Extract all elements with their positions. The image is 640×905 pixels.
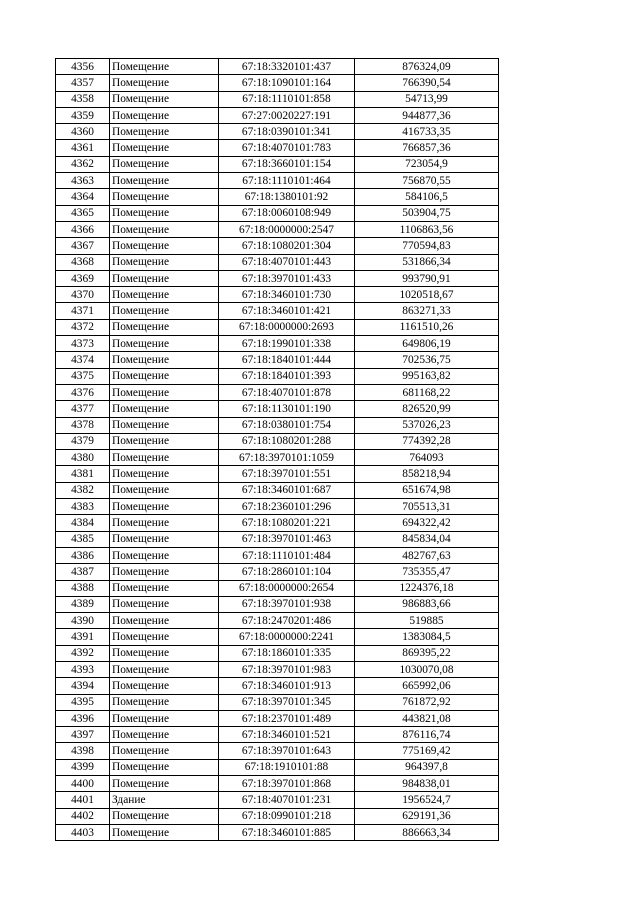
table-row xyxy=(56,759,499,775)
cadastral-number-cell: 67:18:4070101:443 xyxy=(219,254,355,270)
table-row xyxy=(56,482,499,498)
cadastral-number-cell: 67:18:3320101:437 xyxy=(219,59,355,75)
object-type-cell: Помещение xyxy=(110,547,219,563)
row-number-cell: 4370 xyxy=(56,287,110,303)
table-row xyxy=(56,466,499,482)
cadastral-value-cell: 503904,75 xyxy=(355,205,499,221)
cadastral-number-cell: 67:18:3460101:421 xyxy=(219,303,355,319)
cadastral-number-cell: 67:18:3660101:154 xyxy=(219,156,355,172)
row-number-cell: 4384 xyxy=(56,515,110,531)
object-type-cell: Помещение xyxy=(110,450,219,466)
table-row xyxy=(56,547,499,563)
object-type-cell: Помещение xyxy=(110,238,219,254)
row-number-cell: 4378 xyxy=(56,417,110,433)
table-row xyxy=(56,564,499,580)
table-row xyxy=(56,124,499,140)
row-number-cell: 4403 xyxy=(56,824,110,840)
cadastral-value-cell: 735355,47 xyxy=(355,564,499,580)
row-number-cell: 4376 xyxy=(56,384,110,400)
cadastral-value-cell: 766390,54 xyxy=(355,75,499,91)
row-number-cell: 4377 xyxy=(56,401,110,417)
row-number-cell: 4373 xyxy=(56,336,110,352)
object-type-cell: Помещение xyxy=(110,678,219,694)
table-row xyxy=(56,336,499,352)
object-type-cell: Помещение xyxy=(110,270,219,286)
row-number-cell: 4364 xyxy=(56,189,110,205)
object-type-cell: Помещение xyxy=(110,515,219,531)
object-type-cell: Помещение xyxy=(110,303,219,319)
row-number-cell: 4387 xyxy=(56,564,110,580)
cadastral-number-cell: 67:18:3970101:433 xyxy=(219,270,355,286)
cadastral-number-cell: 67:18:1090101:164 xyxy=(219,75,355,91)
cadastral-value-cell: 764093 xyxy=(355,450,499,466)
object-type-cell: Помещение xyxy=(110,107,219,123)
table-row xyxy=(56,710,499,726)
object-type-cell: Помещение xyxy=(110,352,219,368)
row-number-cell: 4383 xyxy=(56,499,110,515)
cadastral-number-cell: 67:18:4070101:878 xyxy=(219,384,355,400)
row-number-cell: 4382 xyxy=(56,482,110,498)
cadastral-number-cell: 67:18:3970101:643 xyxy=(219,743,355,759)
cadastral-value-cell: 761872,92 xyxy=(355,694,499,710)
cadastral-value-cell: 665992,06 xyxy=(355,678,499,694)
table-row xyxy=(56,270,499,286)
cadastral-value-cell: 705513,31 xyxy=(355,499,499,515)
row-number-cell: 4388 xyxy=(56,580,110,596)
cadastral-number-cell: 67:18:3460101:521 xyxy=(219,727,355,743)
cadastral-value-cell: 876116,74 xyxy=(355,727,499,743)
table-row xyxy=(56,792,499,808)
cadastral-value-cell: 482767,63 xyxy=(355,547,499,563)
cadastral-number-cell: 67:18:1380101:92 xyxy=(219,189,355,205)
object-type-cell: Помещение xyxy=(110,287,219,303)
object-type-cell: Помещение xyxy=(110,173,219,189)
table-row xyxy=(56,75,499,91)
object-type-cell: Помещение xyxy=(110,808,219,824)
cadastral-number-cell: 67:27:0020227:191 xyxy=(219,107,355,123)
object-type-cell: Помещение xyxy=(110,466,219,482)
cadastral-value-cell: 584106,5 xyxy=(355,189,499,205)
table-row xyxy=(56,515,499,531)
cadastral-number-cell: 67:18:3970101:463 xyxy=(219,531,355,547)
object-type-cell: Помещение xyxy=(110,727,219,743)
cadastral-number-cell: 67:18:3970101:345 xyxy=(219,694,355,710)
cadastral-value-cell: 858218,94 xyxy=(355,466,499,482)
cadastral-number-cell: 67:18:3970101:983 xyxy=(219,661,355,677)
row-number-cell: 4398 xyxy=(56,743,110,759)
row-number-cell: 4372 xyxy=(56,319,110,335)
cadastral-value-cell: 651674,98 xyxy=(355,482,499,498)
row-number-cell: 4369 xyxy=(56,270,110,286)
table-row xyxy=(56,221,499,237)
object-type-cell: Помещение xyxy=(110,124,219,140)
row-number-cell: 4400 xyxy=(56,776,110,792)
table-row xyxy=(56,303,499,319)
object-type-cell: Помещение xyxy=(110,156,219,172)
table-body xyxy=(56,59,499,841)
table-row xyxy=(56,352,499,368)
cadastral-number-cell: 67:18:3460101:913 xyxy=(219,678,355,694)
cadastral-value-table xyxy=(55,58,499,841)
row-number-cell: 4357 xyxy=(56,75,110,91)
row-number-cell: 4392 xyxy=(56,645,110,661)
cadastral-number-cell: 67:18:3970101:868 xyxy=(219,776,355,792)
cadastral-value-cell: 944877,36 xyxy=(355,107,499,123)
cadastral-value-cell: 984838,01 xyxy=(355,776,499,792)
table-row xyxy=(56,417,499,433)
object-type-cell: Помещение xyxy=(110,776,219,792)
cadastral-value-cell: 1383084,5 xyxy=(355,629,499,645)
cadastral-number-cell: 67:18:0000000:2547 xyxy=(219,221,355,237)
cadastral-number-cell: 67:18:2370101:489 xyxy=(219,710,355,726)
row-number-cell: 4394 xyxy=(56,678,110,694)
row-number-cell: 4367 xyxy=(56,238,110,254)
object-type-cell: Помещение xyxy=(110,824,219,840)
cadastral-number-cell: 67:18:1110101:484 xyxy=(219,547,355,563)
table-row xyxy=(56,776,499,792)
table-row xyxy=(56,384,499,400)
cadastral-value-cell: 1956524,7 xyxy=(355,792,499,808)
object-type-cell: Помещение xyxy=(110,401,219,417)
row-number-cell: 4399 xyxy=(56,759,110,775)
object-type-cell: Помещение xyxy=(110,91,219,107)
cadastral-number-cell: 67:18:1130101:190 xyxy=(219,401,355,417)
cadastral-number-cell: 67:18:3460101:885 xyxy=(219,824,355,840)
object-type-cell: Помещение xyxy=(110,75,219,91)
cadastral-number-cell: 67:18:2360101:296 xyxy=(219,499,355,515)
cadastral-value-cell: 766857,36 xyxy=(355,140,499,156)
cadastral-number-cell: 67:18:1860101:335 xyxy=(219,645,355,661)
table-row xyxy=(56,254,499,270)
cadastral-value-cell: 964397,8 xyxy=(355,759,499,775)
object-type-cell: Помещение xyxy=(110,482,219,498)
table-row xyxy=(56,401,499,417)
table-row xyxy=(56,661,499,677)
object-type-cell: Помещение xyxy=(110,205,219,221)
cadastral-value-cell: 723054,9 xyxy=(355,156,499,172)
object-type-cell: Помещение xyxy=(110,59,219,75)
cadastral-number-cell: 67:18:3460101:730 xyxy=(219,287,355,303)
cadastral-value-cell: 443821,08 xyxy=(355,710,499,726)
cadastral-value-cell: 416733,35 xyxy=(355,124,499,140)
row-number-cell: 4371 xyxy=(56,303,110,319)
row-number-cell: 4368 xyxy=(56,254,110,270)
object-type-cell: Помещение xyxy=(110,140,219,156)
cadastral-value-cell: 702536,75 xyxy=(355,352,499,368)
row-number-cell: 4390 xyxy=(56,613,110,629)
table-row xyxy=(56,531,499,547)
cadastral-number-cell: 67:18:3460101:687 xyxy=(219,482,355,498)
object-type-cell: Помещение xyxy=(110,710,219,726)
row-number-cell: 4386 xyxy=(56,547,110,563)
cadastral-value-cell: 1224376,18 xyxy=(355,580,499,596)
object-type-cell: Помещение xyxy=(110,759,219,775)
table-row xyxy=(56,629,499,645)
row-number-cell: 4379 xyxy=(56,433,110,449)
cadastral-value-cell: 54713,99 xyxy=(355,91,499,107)
cadastral-value-cell: 845834,04 xyxy=(355,531,499,547)
cadastral-number-cell: 67:18:1840101:444 xyxy=(219,352,355,368)
cadastral-number-cell: 67:18:4070101:231 xyxy=(219,792,355,808)
row-number-cell: 4375 xyxy=(56,368,110,384)
cadastral-number-cell: 67:18:1990101:338 xyxy=(219,336,355,352)
table-row xyxy=(56,59,499,75)
cadastral-value-cell: 531866,34 xyxy=(355,254,499,270)
table-row xyxy=(56,743,499,759)
cadastral-value-cell: 1161510,26 xyxy=(355,319,499,335)
object-type-cell: Помещение xyxy=(110,580,219,596)
object-type-cell: Помещение xyxy=(110,254,219,270)
row-number-cell: 4395 xyxy=(56,694,110,710)
cadastral-number-cell: 67:18:0000000:2241 xyxy=(219,629,355,645)
row-number-cell: 4389 xyxy=(56,596,110,612)
row-number-cell: 4391 xyxy=(56,629,110,645)
cadastral-value-cell: 775169,42 xyxy=(355,743,499,759)
object-type-cell: Помещение xyxy=(110,613,219,629)
row-number-cell: 4385 xyxy=(56,531,110,547)
row-number-cell: 4366 xyxy=(56,221,110,237)
object-type-cell: Помещение xyxy=(110,417,219,433)
cadastral-number-cell: 67:18:2860101:104 xyxy=(219,564,355,580)
cadastral-value-cell: 869395,22 xyxy=(355,645,499,661)
cadastral-value-cell: 649806,19 xyxy=(355,336,499,352)
table-row xyxy=(56,368,499,384)
cadastral-value-cell: 681168,22 xyxy=(355,384,499,400)
cadastral-value-cell: 876324,09 xyxy=(355,59,499,75)
table-row xyxy=(56,645,499,661)
table-row xyxy=(56,613,499,629)
row-number-cell: 4397 xyxy=(56,727,110,743)
row-number-cell: 4358 xyxy=(56,91,110,107)
table-row xyxy=(56,727,499,743)
table-row xyxy=(56,140,499,156)
cadastral-value-cell: 995163,82 xyxy=(355,368,499,384)
cadastral-number-cell: 67:18:0990101:218 xyxy=(219,808,355,824)
cadastral-number-cell: 67:18:1080201:288 xyxy=(219,433,355,449)
cadastral-value-cell: 1020518,67 xyxy=(355,287,499,303)
cadastral-value-cell: 774392,28 xyxy=(355,433,499,449)
cadastral-number-cell: 67:18:3970101:551 xyxy=(219,466,355,482)
table-row xyxy=(56,287,499,303)
cadastral-value-cell: 629191,36 xyxy=(355,808,499,824)
cadastral-number-cell: 67:18:1080201:221 xyxy=(219,515,355,531)
cadastral-value-cell: 1106863,56 xyxy=(355,221,499,237)
object-type-cell: Помещение xyxy=(110,564,219,580)
row-number-cell: 4401 xyxy=(56,792,110,808)
cadastral-number-cell: 67:18:0000000:2654 xyxy=(219,580,355,596)
table-row xyxy=(56,156,499,172)
object-type-cell: Помещение xyxy=(110,629,219,645)
row-number-cell: 4361 xyxy=(56,140,110,156)
table-row xyxy=(56,678,499,694)
row-number-cell: 4359 xyxy=(56,107,110,123)
table-row xyxy=(56,580,499,596)
object-type-cell: Помещение xyxy=(110,645,219,661)
object-type-cell: Помещение xyxy=(110,433,219,449)
table-row xyxy=(56,694,499,710)
object-type-cell: Помещение xyxy=(110,743,219,759)
row-number-cell: 4396 xyxy=(56,710,110,726)
cadastral-number-cell: 67:18:1080201:304 xyxy=(219,238,355,254)
table-row xyxy=(56,808,499,824)
table-row xyxy=(56,91,499,107)
cadastral-number-cell: 67:18:0380101:754 xyxy=(219,417,355,433)
row-number-cell: 4381 xyxy=(56,466,110,482)
cadastral-value-cell: 863271,33 xyxy=(355,303,499,319)
cadastral-value-cell: 886663,34 xyxy=(355,824,499,840)
cadastral-value-cell: 694322,42 xyxy=(355,515,499,531)
row-number-cell: 4374 xyxy=(56,352,110,368)
row-number-cell: 4356 xyxy=(56,59,110,75)
cadastral-value-cell: 1030070,08 xyxy=(355,661,499,677)
table-row xyxy=(56,596,499,612)
object-type-cell: Здание xyxy=(110,792,219,808)
cadastral-number-cell: 67:18:0060108:949 xyxy=(219,205,355,221)
cadastral-value-cell: 537026,23 xyxy=(355,417,499,433)
cadastral-number-cell: 67:18:4070101:783 xyxy=(219,140,355,156)
cadastral-value-cell: 993790,91 xyxy=(355,270,499,286)
object-type-cell: Помещение xyxy=(110,319,219,335)
table-row xyxy=(56,433,499,449)
object-type-cell: Помещение xyxy=(110,596,219,612)
cadastral-number-cell: 67:18:1910101:88 xyxy=(219,759,355,775)
cadastral-value-cell: 986883,66 xyxy=(355,596,499,612)
cadastral-value-cell: 756870,55 xyxy=(355,173,499,189)
cadastral-value-cell: 770594,83 xyxy=(355,238,499,254)
object-type-cell: Помещение xyxy=(110,368,219,384)
row-number-cell: 4363 xyxy=(56,173,110,189)
table-row xyxy=(56,319,499,335)
object-type-cell: Помещение xyxy=(110,384,219,400)
table-row xyxy=(56,450,499,466)
object-type-cell: Помещение xyxy=(110,661,219,677)
table-row xyxy=(56,173,499,189)
object-type-cell: Помещение xyxy=(110,499,219,515)
cadastral-number-cell: 67:18:1110101:464 xyxy=(219,173,355,189)
table-row xyxy=(56,238,499,254)
object-type-cell: Помещение xyxy=(110,336,219,352)
row-number-cell: 4402 xyxy=(56,808,110,824)
cadastral-number-cell: 67:18:1840101:393 xyxy=(219,368,355,384)
cadastral-value-cell: 826520,99 xyxy=(355,401,499,417)
table-row xyxy=(56,205,499,221)
cadastral-number-cell: 67:18:0000000:2693 xyxy=(219,319,355,335)
row-number-cell: 4393 xyxy=(56,661,110,677)
row-number-cell: 4362 xyxy=(56,156,110,172)
table-row xyxy=(56,189,499,205)
row-number-cell: 4380 xyxy=(56,450,110,466)
row-number-cell: 4360 xyxy=(56,124,110,140)
cadastral-number-cell: 67:18:2470201:486 xyxy=(219,613,355,629)
table-row xyxy=(56,499,499,515)
object-type-cell: Помещение xyxy=(110,221,219,237)
cadastral-number-cell: 67:18:1110101:858 xyxy=(219,91,355,107)
object-type-cell: Помещение xyxy=(110,531,219,547)
cadastral-number-cell: 67:18:0390101:341 xyxy=(219,124,355,140)
cadastral-number-cell: 67:18:3970101:938 xyxy=(219,596,355,612)
object-type-cell: Помещение xyxy=(110,694,219,710)
row-number-cell: 4365 xyxy=(56,205,110,221)
table-row xyxy=(56,107,499,123)
cadastral-number-cell: 67:18:3970101:1059 xyxy=(219,450,355,466)
cadastral-value-cell: 519885 xyxy=(355,613,499,629)
table-row xyxy=(56,824,499,840)
object-type-cell: Помещение xyxy=(110,189,219,205)
